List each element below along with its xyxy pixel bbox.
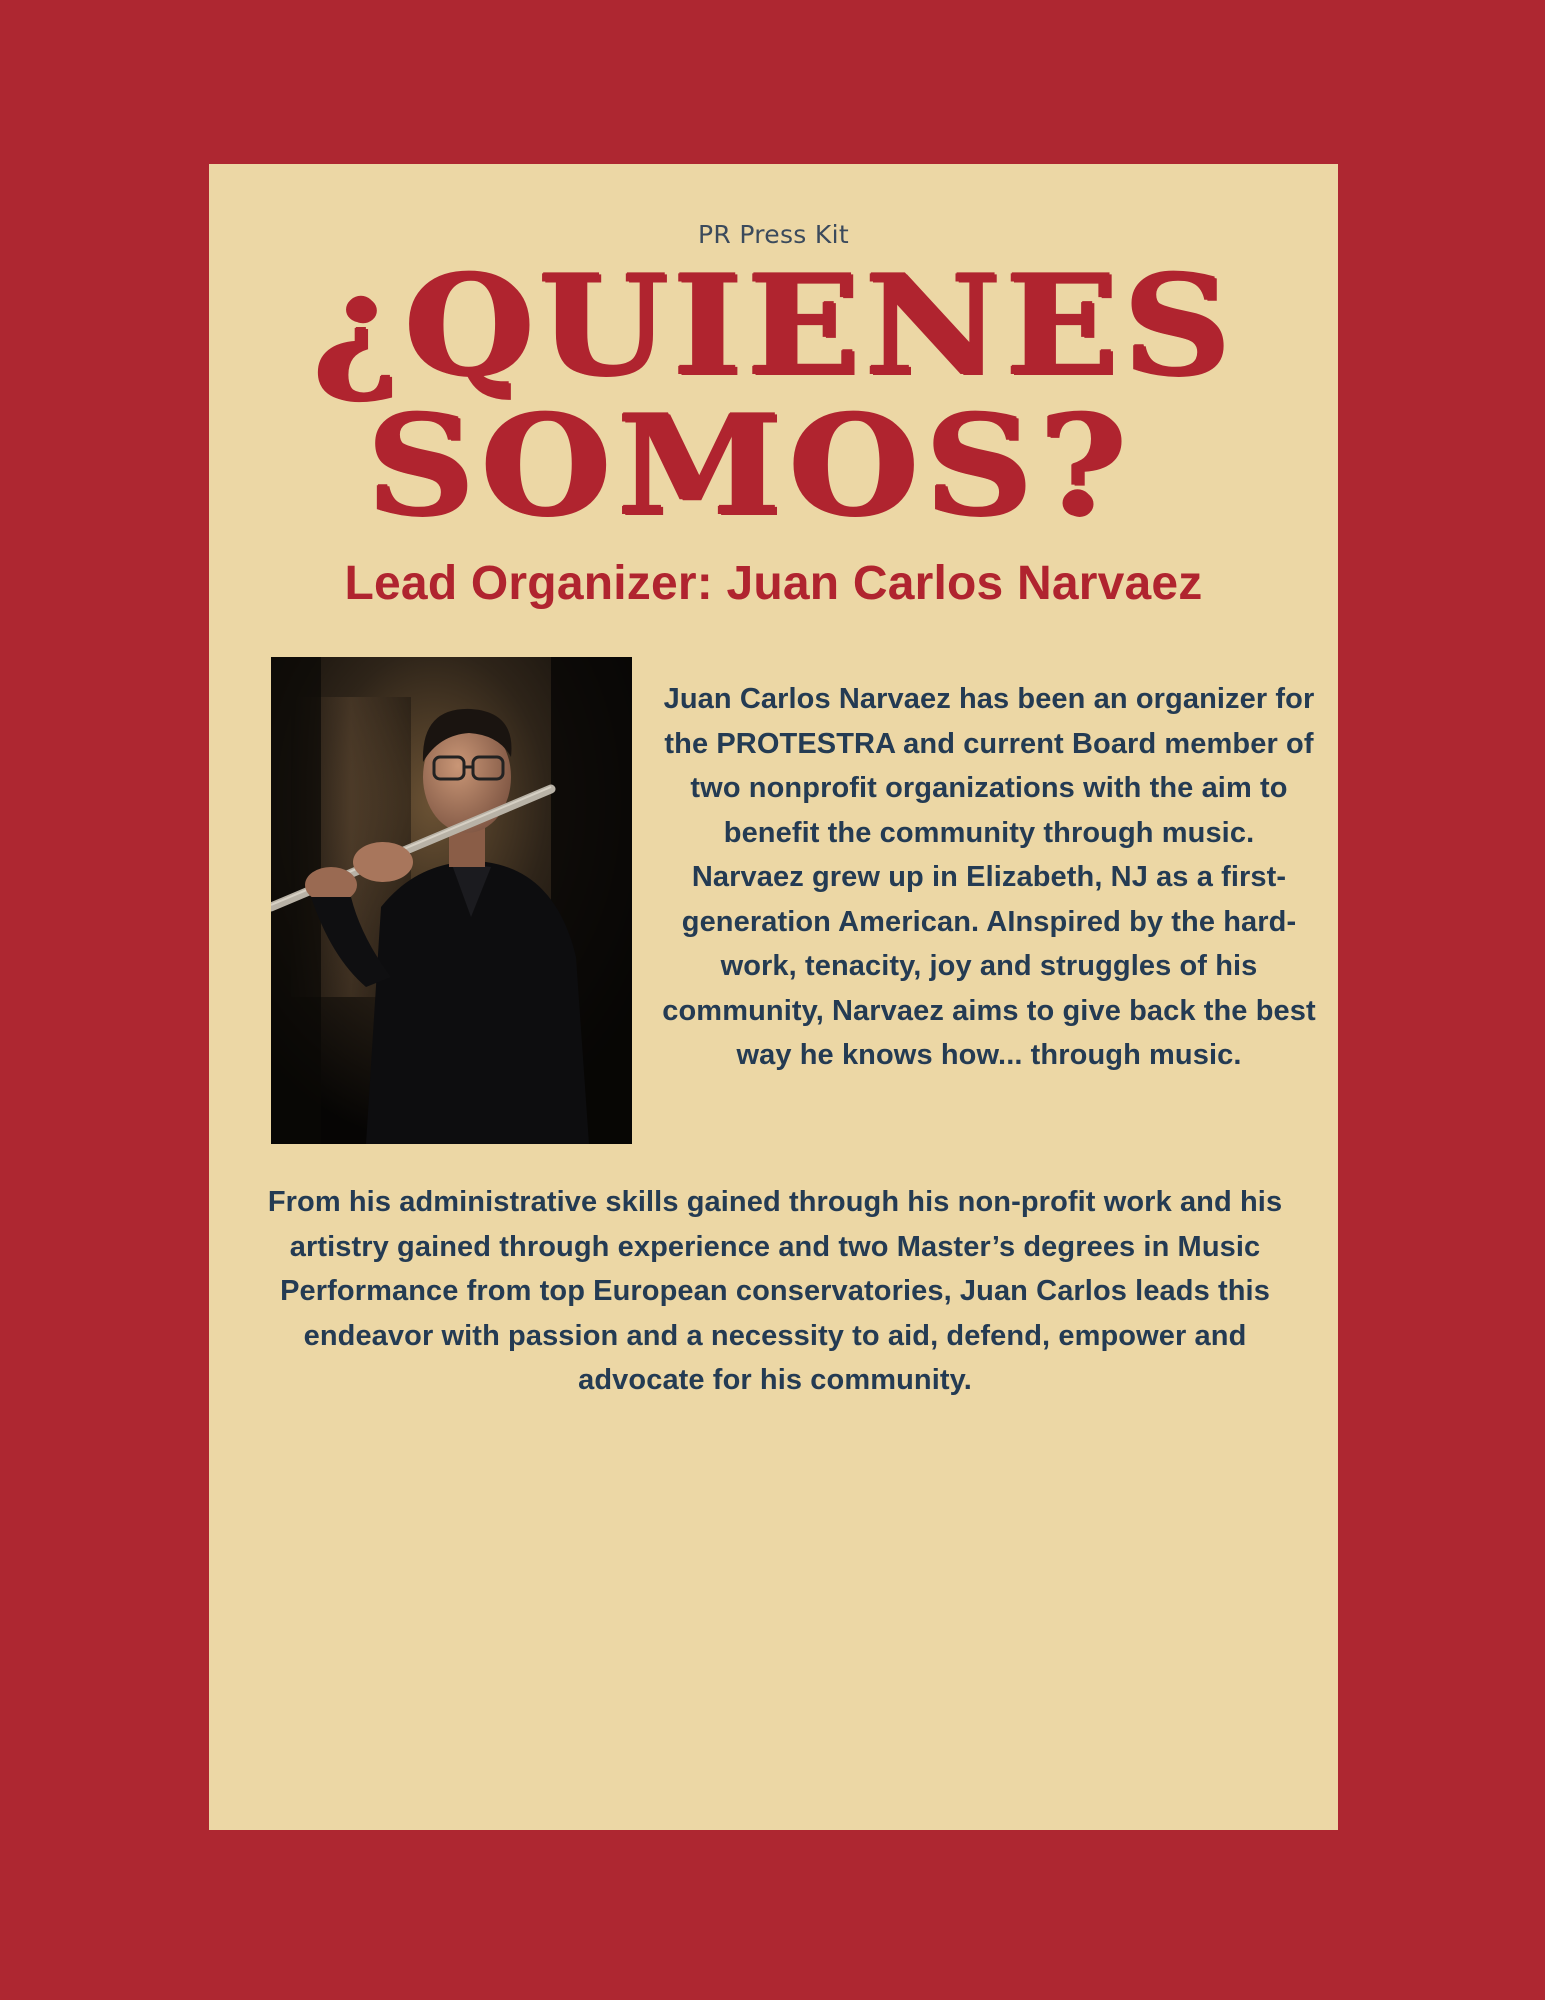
organizer-photo — [271, 657, 632, 1144]
headline-line-1: ¿QUIENES — [312, 243, 1235, 406]
kicker-label: PR Press Kit — [698, 220, 849, 249]
headline-line-2: SOMOS? — [366, 383, 1133, 546]
press-kit-page — [209, 164, 1338, 1830]
bio-text — [659, 677, 1319, 1078]
bio-paragraph-1: Juan Carlos Narvaez has been an organizer for the PROTESTRA and current Board member of two nonprofit organizations with the aim to benefit the community through music. — [663, 683, 1315, 849]
summary-paragraph: From his administrative skills gained through his non-profit work and his artistry gained through experience and two Master’s degrees in Music Performance from top European conservatories, Juan Carlos leads this endeavor with passion and a necessity to aid, defend, empower and advocate for his community. — [267, 1186, 1283, 1396]
bio-paragraph-2: Narvaez grew up in Elizabeth, NJ as a first-generation American. AInspired by the hard-work, tenacity, joy and struggles of his community, Narvaez aims to give back the best way he knows how... through music. — [662, 861, 1316, 1071]
lead-organizer-subtitle: Lead Organizer: Juan Carlos Narvaez — [344, 557, 1203, 610]
